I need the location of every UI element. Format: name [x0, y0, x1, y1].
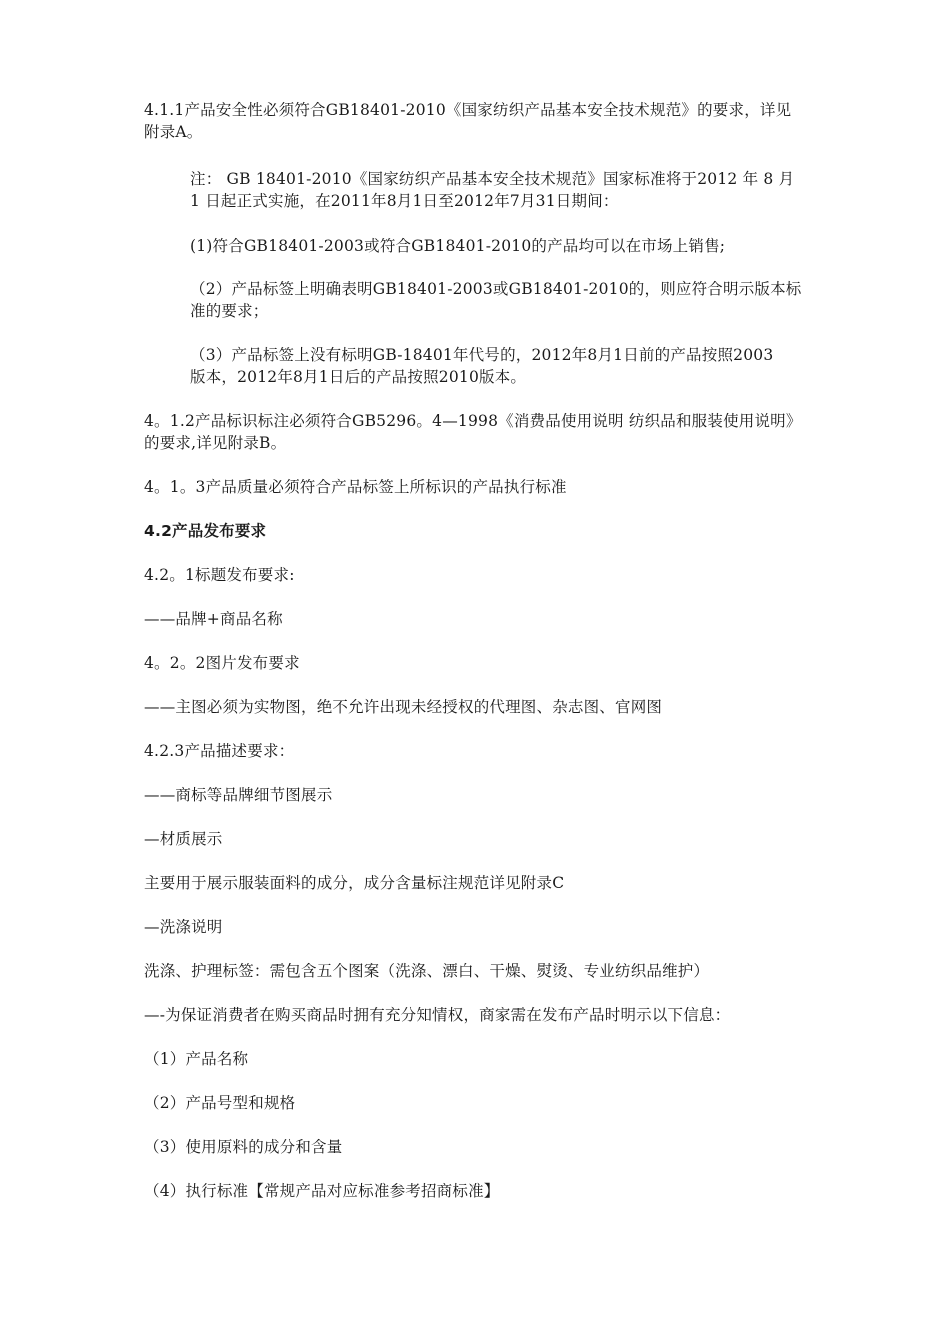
section-4-1-1-line-2: 附录A。 [144, 123, 203, 141]
section-4-2-heading: 4.2产品发布要求 [144, 522, 267, 540]
info-item-2: （2）产品号型和规格 [144, 1094, 296, 1112]
section-4-2-3-item-3-desc: 洗涤、护理标签：需包含五个图案（洗涤、漂白、干燥、熨烫、专业纺织品维护） [144, 962, 710, 980]
note-item-2-line-1: （2）产品标签上明确表明GB18401-2003或GB18401-2010的，则应符合明示版本标 [190, 280, 802, 298]
note-line-2: 1 日起正式实施，在2011年8月1日至2012年7月31日期间： [190, 192, 619, 210]
info-item-3: （3）使用原料的成分和含量 [144, 1138, 343, 1156]
section-4-2-1: 4.2。1标题发布要求: [144, 566, 295, 584]
section-4-1-2-line-1: 4。1.2产品标识标注必须符合GB5296。4—1998《消费品使用说明 纺织品和服装使用说明》 [144, 412, 802, 430]
note-item-1: (1)符合GB18401-2003或符合GB18401-2010的产品均可以在市场上销售; [190, 237, 726, 255]
section-4-2-2-item: ——主图必须为实物图，绝不允许出现未经授权的代理图、杂志图、官网图 [144, 698, 663, 716]
section-4-1-2-line-2: 的要求,详见附录B。 [144, 434, 287, 452]
section-4-1-3: 4。1。3产品质量必须符合产品标签上所标识的产品执行标准 [144, 478, 567, 496]
section-4-2-1-item: ——品牌+商品名称 [144, 610, 283, 628]
note-line-1: 注： GB 18401-2010《国家纺织产品基本安全技术规范》国家标准将于2012 年 8 月 [190, 170, 795, 188]
info-item-4: （4）执行标准【常规产品对应标准参考招商标准】 [144, 1182, 500, 1200]
section-4-2-3-item-2: —材质展示 [144, 830, 223, 848]
section-4-2-3: 4.2.3产品描述要求： [144, 742, 295, 760]
note-item-2-line-2: 准的要求； [190, 302, 269, 320]
info-item-1: （1）产品名称 [144, 1050, 249, 1068]
section-4-2-3-item-4: —-为保证消费者在购买商品时拥有充分知情权，商家需在发布产品时明示以下信息： [144, 1006, 731, 1024]
section-4-2-3-item-2-desc: 主要用于展示服装面料的成分，成分含量标注规范详见附录C [144, 874, 565, 892]
section-4-2-3-item-1: ——商标等品牌细节图展示 [144, 786, 333, 804]
section-4-1-1-line-1: 4.1.1产品安全性必须符合GB18401-2010《国家纺织产品基本安全技术规范》的要求，详见 [144, 101, 792, 119]
section-4-2-2: 4。2。2图片发布要求 [144, 654, 300, 672]
note-item-3-line-2: 版本，2012年8月1日后的产品按照2010版本。 [190, 368, 527, 386]
section-4-2-3-item-3: —洗涤说明 [144, 918, 223, 936]
note-item-3-line-1: （3）产品标签上没有标明GB-18401年代号的，2012年8月1日前的产品按照2003 [190, 346, 774, 364]
